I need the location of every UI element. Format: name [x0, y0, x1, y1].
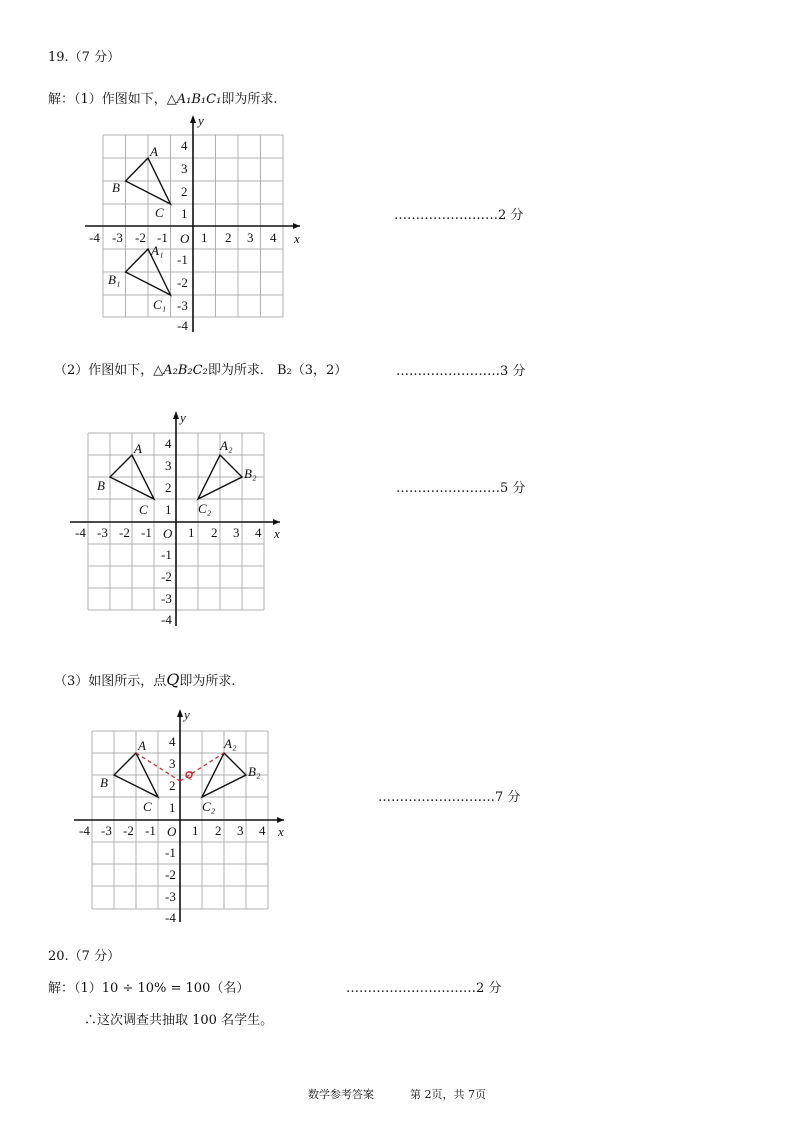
q20-part1-prefix: 解：（1） — [48, 981, 102, 996]
x-tick: -2 — [123, 823, 134, 838]
x-tick: 3 — [233, 525, 240, 540]
point-c-label: C — [155, 205, 164, 220]
y-tick: 3 — [165, 458, 172, 473]
point-b-label: B — [100, 775, 108, 790]
x-tick: -1 — [157, 230, 168, 245]
y-tick: 1 — [181, 206, 188, 221]
graph-1 — [80, 112, 310, 337]
origin-label: O — [163, 526, 173, 541]
question-20-header: 20.（7 分） — [48, 949, 121, 964]
q19-part1-text — [48, 92, 277, 108]
triangle-a2b2c2-name: A₂B₂C₂ — [163, 363, 208, 378]
point-a-label: A — [134, 441, 142, 456]
x-tick: -3 — [112, 230, 123, 245]
point-b2-label: B₂ — [244, 466, 257, 481]
point-c2-label: C₂ — [202, 799, 216, 814]
y-tick: -3 — [165, 889, 176, 904]
y-tick: 4 — [181, 138, 188, 153]
point-c1-label: C₁ — [153, 297, 167, 312]
x-tick: -3 — [101, 823, 112, 838]
point-b2-label: B₂ — [248, 764, 261, 779]
question-19-header: 19.（7 分） — [48, 50, 121, 65]
x-tick: 4 — [255, 525, 262, 540]
y-tick: 3 — [169, 756, 176, 771]
point-a2-label: A₂ — [224, 736, 237, 751]
q19-part1-score: ……………………2 分 — [394, 208, 524, 223]
x-axis-label: x — [274, 526, 280, 541]
x-tick: -2 — [119, 525, 130, 540]
y-tick: -1 — [165, 845, 176, 860]
triangle-symbol: △ — [166, 92, 177, 107]
q19-part3-score: ………………………7 分 — [378, 790, 521, 805]
x-axis-label: x — [278, 824, 284, 839]
y-tick: -3 — [177, 298, 188, 313]
x-tick: 3 — [237, 823, 244, 838]
point-q-label: Q — [185, 769, 193, 781]
x-tick: 1 — [201, 230, 208, 245]
footer-subject: 数学参考答案 — [308, 1088, 374, 1101]
y-axis-label: y — [180, 410, 186, 425]
point-b2-coordinates: B₂（3，2） — [276, 363, 348, 378]
origin-label: O — [167, 824, 177, 839]
y-tick: 3 — [181, 161, 188, 176]
x-tick: -4 — [75, 525, 86, 540]
x-tick: 1 — [188, 525, 195, 540]
point-c-label: C — [139, 502, 148, 517]
point-b-label: B — [97, 478, 105, 493]
point-a-label: A — [138, 738, 146, 753]
x-tick: -3 — [97, 525, 108, 540]
q19-part2-score-2: ……………………5 分 — [396, 481, 526, 496]
origin-label: O — [180, 231, 190, 246]
x-tick: -1 — [145, 823, 156, 838]
y-tick: 4 — [165, 436, 172, 451]
y-tick: 4 — [169, 734, 176, 749]
y-tick: -2 — [161, 569, 172, 584]
y-tick: -1 — [161, 547, 172, 562]
q19-part2-prefix: （2）作图如下， — [54, 363, 154, 378]
x-tick: 2 — [215, 823, 222, 838]
x-axis-label: x — [294, 231, 300, 246]
point-a2-label: A₂ — [220, 438, 233, 453]
point-b-label: B — [112, 180, 120, 195]
triangle-symbol: △ — [153, 363, 164, 378]
q19-part3-text — [54, 672, 236, 690]
x-tick: 4 — [259, 823, 266, 838]
y-axis-label: y — [198, 113, 204, 128]
point-q-name: Q — [166, 670, 180, 689]
q20-formula: 10 ÷ 10% = 100（名） — [101, 981, 250, 996]
y-tick: -1 — [177, 252, 188, 267]
q19-part2-text — [54, 363, 347, 379]
y-tick: -4 — [165, 910, 176, 925]
q20-conclusion: ∴这次调查共抽取 100 名学生。 — [84, 1013, 274, 1028]
y-tick: -2 — [177, 275, 188, 290]
point-b1-label: B₁ — [108, 272, 121, 287]
q19-part1-suffix: 即为所求. — [221, 92, 278, 107]
q20-part1-text — [48, 981, 249, 997]
y-tick: 1 — [165, 502, 172, 517]
y-tick: -2 — [165, 867, 176, 882]
q20-part1-score: …………………………2 分 — [346, 981, 502, 996]
point-a-label: A — [150, 144, 158, 159]
y-tick: -3 — [161, 591, 172, 606]
q19-part2-score-1: ……………………3 分 — [396, 364, 526, 379]
graph-3 — [72, 704, 294, 926]
x-tick: -1 — [141, 525, 152, 540]
point-c2-label: C₂ — [198, 501, 212, 516]
triangle-a1b1c1-name: A₁B₁C₁ — [176, 92, 222, 107]
graph-2 — [66, 408, 288, 630]
y-tick: 2 — [169, 778, 176, 793]
x-tick: -4 — [79, 823, 90, 838]
x-tick: -2 — [135, 230, 146, 245]
x-tick: 3 — [247, 230, 254, 245]
q19-part2-suffix: 即为所求． — [207, 363, 273, 378]
y-tick: 2 — [165, 480, 172, 495]
x-tick: 2 — [225, 230, 232, 245]
footer-page-number: 第 2页，共 7页 — [410, 1088, 486, 1101]
x-tick: 2 — [211, 525, 218, 540]
y-tick: -4 — [177, 318, 188, 333]
y-axis-label: y — [184, 707, 190, 722]
y-tick: 1 — [169, 800, 176, 815]
x-tick: 1 — [192, 823, 199, 838]
q19-part3-suffix: 即为所求. — [179, 674, 236, 689]
x-tick: 4 — [270, 230, 277, 245]
y-tick: 2 — [181, 184, 188, 199]
x-tick: -4 — [89, 230, 100, 245]
q19-part3-prefix: （3）如图所示，点 — [54, 674, 167, 689]
point-c-label: C — [143, 799, 152, 814]
q19-part1-prefix: 解：（1）作图如下， — [48, 92, 167, 107]
y-tick: -4 — [161, 612, 172, 627]
point-a1-label: A₁ — [151, 243, 164, 258]
